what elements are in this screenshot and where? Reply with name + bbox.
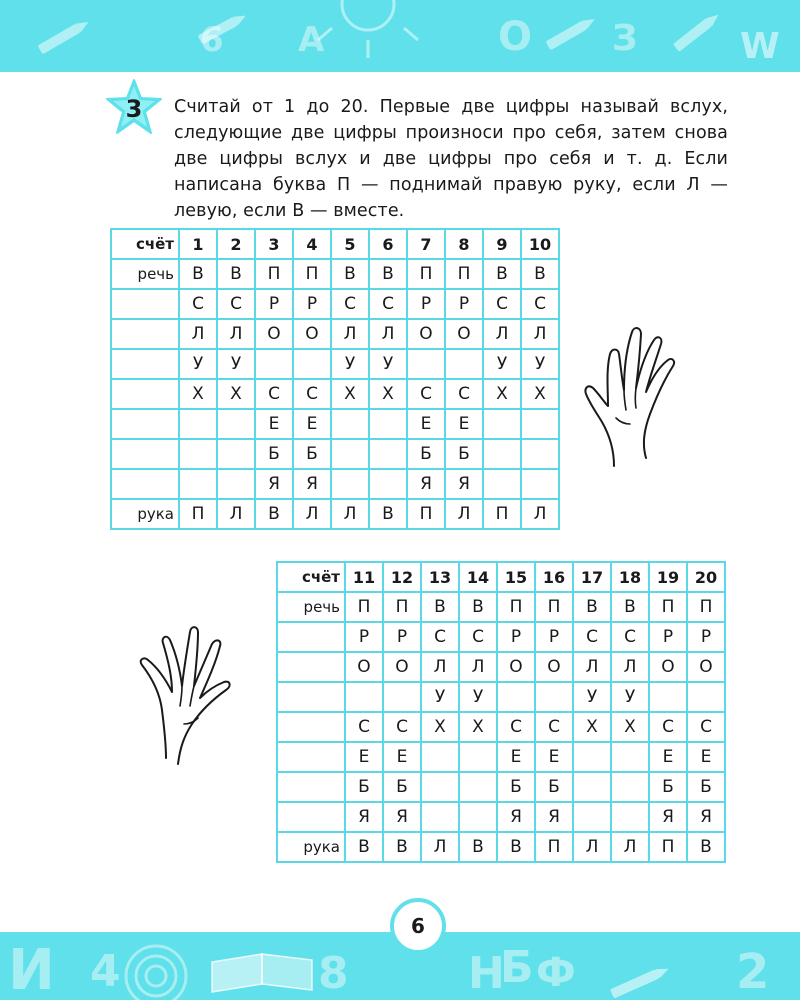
letter-cell: Я <box>345 802 383 832</box>
letter-cell: П <box>407 259 445 289</box>
count-table-1 <box>110 228 560 530</box>
letter-cell: В <box>521 259 559 289</box>
letter-cell: Р <box>497 622 535 652</box>
letter-cell: Р <box>535 622 573 652</box>
letter-cell <box>459 802 497 832</box>
letter-cell: С <box>483 289 521 319</box>
letter-cell: Б <box>407 439 445 469</box>
letter-cell: Р <box>445 289 483 319</box>
letter-cell: П <box>445 259 483 289</box>
letter-cell <box>459 772 497 802</box>
letter-cell: С <box>331 289 369 319</box>
letter-cell: Х <box>573 712 611 742</box>
letter-cell: Б <box>345 772 383 802</box>
letter-cell: Л <box>421 832 459 862</box>
count-cell: 8 <box>445 229 483 259</box>
letter-cell: С <box>611 622 649 652</box>
count-table-2 <box>276 561 726 863</box>
count-cell: 2 <box>217 229 255 259</box>
decor-glyph: О <box>498 14 533 60</box>
letter-cell: В <box>331 259 369 289</box>
letter-cell: П <box>383 592 421 622</box>
letter-cell: Л <box>217 499 255 529</box>
row-label: речь <box>111 259 179 289</box>
count-cell: 9 <box>483 229 521 259</box>
letter-cell: П <box>407 499 445 529</box>
sun-icon <box>342 0 394 30</box>
table-row <box>277 592 725 622</box>
letter-cell: П <box>649 832 687 862</box>
letter-cell: Е <box>445 409 483 439</box>
letter-cell: П <box>535 832 573 862</box>
count-cell: 20 <box>687 562 725 592</box>
letter-cell <box>483 409 521 439</box>
row-label: счёт <box>277 562 345 592</box>
letter-cell <box>421 802 459 832</box>
letter-cell <box>535 682 573 712</box>
row-label: рука <box>111 499 179 529</box>
table-row <box>277 712 725 742</box>
table-row <box>277 772 725 802</box>
letter-cell: Л <box>611 832 649 862</box>
table-row <box>111 289 559 319</box>
letter-cell: П <box>255 259 293 289</box>
letter-cell: С <box>255 379 293 409</box>
header-band <box>0 0 800 72</box>
table-row <box>277 832 725 862</box>
decor-glyph: З <box>612 18 638 59</box>
decor-glyph: 6 <box>200 20 224 60</box>
letter-cell <box>649 682 687 712</box>
row-label <box>111 469 179 499</box>
table-row <box>277 742 725 772</box>
letter-cell <box>345 682 383 712</box>
letter-cell: В <box>483 259 521 289</box>
letter-cell <box>293 349 331 379</box>
count-cell: 10 <box>521 229 559 259</box>
letter-cell: П <box>483 499 521 529</box>
letter-cell: Р <box>255 289 293 319</box>
table-row <box>277 652 725 682</box>
letter-cell: С <box>421 622 459 652</box>
letter-cell: Е <box>407 409 445 439</box>
letter-cell: С <box>687 712 725 742</box>
task-number: 3 <box>125 95 143 123</box>
row-label <box>277 802 345 832</box>
letter-cell: С <box>445 379 483 409</box>
letter-cell: Б <box>649 772 687 802</box>
book-icon <box>212 954 312 992</box>
letter-cell: Р <box>407 289 445 319</box>
letter-cell: О <box>293 319 331 349</box>
letter-cell <box>383 682 421 712</box>
letter-cell <box>369 409 407 439</box>
letter-cell: Х <box>217 379 255 409</box>
letter-cell <box>573 772 611 802</box>
letter-cell: У <box>217 349 255 379</box>
row-label <box>111 289 179 319</box>
count-cell: 6 <box>369 229 407 259</box>
letter-cell: С <box>407 379 445 409</box>
letter-cell: Я <box>293 469 331 499</box>
letter-cell: С <box>369 289 407 319</box>
count-cell: 1 <box>179 229 217 259</box>
letter-cell: Х <box>179 379 217 409</box>
letter-cell <box>407 349 445 379</box>
letter-cell: Р <box>649 622 687 652</box>
letter-cell: У <box>421 682 459 712</box>
table-row <box>111 499 559 529</box>
letter-cell: Х <box>421 712 459 742</box>
task-instructions: Считай от 1 до 20. Первые две цифры называй вслух, следующие две цифры произноси про себя, затем снова две цифры вслух и две цифры про себя и т. д. Если написана буква П — поднимай правую руку, если Л — левую, если В — вместе. <box>174 97 728 221</box>
letter-cell: С <box>535 712 573 742</box>
decor-glyph: Б <box>500 942 534 993</box>
letter-cell: У <box>611 682 649 712</box>
letter-cell: Х <box>459 712 497 742</box>
letter-cell: Л <box>445 499 483 529</box>
letter-cell <box>217 469 255 499</box>
table-header-row <box>111 229 559 259</box>
letter-cell: Б <box>293 439 331 469</box>
letter-cell: Р <box>293 289 331 319</box>
letter-cell <box>421 742 459 772</box>
count-cell: 13 <box>421 562 459 592</box>
row-label <box>277 652 345 682</box>
letter-cell: Л <box>293 499 331 529</box>
letter-cell: В <box>369 499 407 529</box>
letter-cell: В <box>217 259 255 289</box>
letter-cell: Е <box>497 742 535 772</box>
pencil-icon <box>673 11 722 52</box>
letter-cell: С <box>459 622 497 652</box>
letter-cell <box>217 409 255 439</box>
letter-cell <box>521 439 559 469</box>
letter-cell: В <box>687 832 725 862</box>
pencil-icon <box>38 18 91 55</box>
letter-cell: С <box>217 289 255 319</box>
decor-glyph: 4 <box>90 946 121 997</box>
letter-cell <box>573 742 611 772</box>
letter-cell: В <box>611 592 649 622</box>
decor-glyph: W <box>740 26 780 67</box>
letter-cell: Б <box>255 439 293 469</box>
table-row <box>111 259 559 289</box>
letter-cell: Б <box>445 439 483 469</box>
count-cell: 14 <box>459 562 497 592</box>
letter-cell: В <box>345 832 383 862</box>
letter-cell <box>179 469 217 499</box>
row-label <box>277 772 345 802</box>
letter-cell: О <box>445 319 483 349</box>
letter-cell: У <box>179 349 217 379</box>
count-cell: 16 <box>535 562 573 592</box>
letter-cell: Л <box>217 319 255 349</box>
pencil-icon <box>546 15 598 51</box>
letter-cell <box>521 469 559 499</box>
target-icon <box>126 946 186 1000</box>
row-label: рука <box>277 832 345 862</box>
letter-cell <box>573 802 611 832</box>
row-label <box>111 409 179 439</box>
letter-cell: П <box>293 259 331 289</box>
row-label <box>111 379 179 409</box>
row-label: счёт <box>111 229 179 259</box>
letter-cell: Л <box>573 832 611 862</box>
letter-cell <box>611 742 649 772</box>
letter-cell: Л <box>483 319 521 349</box>
letter-cell: Р <box>687 622 725 652</box>
letter-cell: Л <box>331 319 369 349</box>
letter-cell: Л <box>331 499 369 529</box>
table-row <box>111 379 559 409</box>
letter-cell: Х <box>611 712 649 742</box>
letter-cell: О <box>407 319 445 349</box>
letter-cell <box>497 682 535 712</box>
decor-glyph: 8 <box>318 948 349 999</box>
letter-cell: В <box>255 499 293 529</box>
letter-cell: Я <box>687 802 725 832</box>
letter-cell: У <box>521 349 559 379</box>
count-cell: 11 <box>345 562 383 592</box>
count-cell: 4 <box>293 229 331 259</box>
letter-cell: Е <box>345 742 383 772</box>
count-cell: 15 <box>497 562 535 592</box>
letter-cell: Л <box>573 652 611 682</box>
letter-cell: С <box>649 712 687 742</box>
table-row <box>111 469 559 499</box>
row-label <box>277 622 345 652</box>
letter-cell <box>179 409 217 439</box>
table-header-row <box>277 562 725 592</box>
letter-cell: П <box>649 592 687 622</box>
row-label <box>111 319 179 349</box>
letter-cell: У <box>369 349 407 379</box>
letter-cell <box>331 439 369 469</box>
letter-cell: Я <box>649 802 687 832</box>
letter-cell <box>459 742 497 772</box>
letter-cell: В <box>459 832 497 862</box>
letter-cell: С <box>573 622 611 652</box>
letter-cell: В <box>179 259 217 289</box>
letter-cell <box>179 439 217 469</box>
letter-cell: Б <box>535 772 573 802</box>
letter-cell: С <box>497 712 535 742</box>
letter-cell: В <box>573 592 611 622</box>
letter-cell <box>369 469 407 499</box>
letter-cell: О <box>383 652 421 682</box>
decor-glyph: И <box>8 938 55 1000</box>
row-label <box>111 349 179 379</box>
letter-cell <box>255 349 293 379</box>
table-row <box>111 439 559 469</box>
letter-cell <box>611 802 649 832</box>
letter-cell: О <box>649 652 687 682</box>
letter-cell: Е <box>255 409 293 439</box>
letter-cell: Я <box>535 802 573 832</box>
letter-cell: П <box>535 592 573 622</box>
row-label <box>277 742 345 772</box>
letter-cell <box>611 772 649 802</box>
letter-cell: Е <box>383 742 421 772</box>
letter-cell <box>331 469 369 499</box>
page-number: 6 <box>411 914 425 938</box>
letter-cell: Я <box>497 802 535 832</box>
letter-cell: Е <box>535 742 573 772</box>
letter-cell: П <box>497 592 535 622</box>
letter-cell: Л <box>521 499 559 529</box>
letter-cell: У <box>483 349 521 379</box>
letter-cell: Я <box>407 469 445 499</box>
count-cell: 17 <box>573 562 611 592</box>
letter-cell: Я <box>255 469 293 499</box>
table-row <box>111 349 559 379</box>
letter-cell: С <box>293 379 331 409</box>
letter-cell: Х <box>521 379 559 409</box>
letter-cell: У <box>459 682 497 712</box>
row-label: речь <box>277 592 345 622</box>
letter-cell: В <box>459 592 497 622</box>
letter-cell: П <box>687 592 725 622</box>
letter-cell: Л <box>421 652 459 682</box>
letter-cell <box>445 349 483 379</box>
letter-cell: О <box>687 652 725 682</box>
letter-cell: Л <box>369 319 407 349</box>
letter-cell: В <box>421 592 459 622</box>
header-decor <box>0 0 800 72</box>
letter-cell <box>483 469 521 499</box>
letter-cell <box>331 409 369 439</box>
table-row <box>277 802 725 832</box>
letter-cell <box>483 439 521 469</box>
letter-cell: О <box>345 652 383 682</box>
letter-cell: Б <box>687 772 725 802</box>
letter-cell: О <box>255 319 293 349</box>
letter-cell <box>369 439 407 469</box>
letter-cell: О <box>497 652 535 682</box>
table-row <box>277 622 725 652</box>
count-cell: 18 <box>611 562 649 592</box>
letter-cell: В <box>497 832 535 862</box>
letter-cell: Л <box>521 319 559 349</box>
letter-cell: О <box>535 652 573 682</box>
letter-cell: В <box>383 832 421 862</box>
letter-cell: У <box>573 682 611 712</box>
letter-cell: Л <box>179 319 217 349</box>
letter-cell: В <box>369 259 407 289</box>
letter-cell: У <box>331 349 369 379</box>
letter-cell: Р <box>345 622 383 652</box>
letter-cell: Я <box>383 802 421 832</box>
count-cell: 7 <box>407 229 445 259</box>
letter-cell <box>421 772 459 802</box>
count-cell: 3 <box>255 229 293 259</box>
letter-cell: Р <box>383 622 421 652</box>
decor-glyph: Ф <box>536 950 576 996</box>
letter-cell: Е <box>649 742 687 772</box>
letter-cell: Б <box>383 772 421 802</box>
hand-right-icon <box>580 318 680 468</box>
count-cell: 19 <box>649 562 687 592</box>
row-label <box>277 712 345 742</box>
letter-cell: Х <box>483 379 521 409</box>
page-number-badge <box>390 898 446 954</box>
letter-cell: Я <box>445 469 483 499</box>
decor-glyph: 2 <box>736 944 770 1000</box>
decor-glyph: Н <box>468 948 505 999</box>
letter-cell: Б <box>497 772 535 802</box>
letter-cell: Е <box>293 409 331 439</box>
pencil-icon <box>610 964 671 998</box>
count-cell: 5 <box>331 229 369 259</box>
letter-cell: Л <box>459 652 497 682</box>
star-icon <box>104 78 164 138</box>
hand-left-icon <box>112 618 242 768</box>
letter-cell: П <box>179 499 217 529</box>
table-row <box>111 319 559 349</box>
table-row <box>111 409 559 439</box>
count-cell: 12 <box>383 562 421 592</box>
letter-cell: Х <box>331 379 369 409</box>
letter-cell <box>521 409 559 439</box>
letter-cell: Х <box>369 379 407 409</box>
letter-cell: П <box>345 592 383 622</box>
row-label <box>277 682 345 712</box>
decor-glyph: А <box>298 20 325 60</box>
letter-cell <box>687 682 725 712</box>
letter-cell: Е <box>687 742 725 772</box>
letter-cell: С <box>179 289 217 319</box>
row-label <box>111 439 179 469</box>
table-row <box>277 682 725 712</box>
letter-cell: С <box>521 289 559 319</box>
letter-cell <box>217 439 255 469</box>
letter-cell: С <box>345 712 383 742</box>
letter-cell: С <box>383 712 421 742</box>
letter-cell: Л <box>611 652 649 682</box>
